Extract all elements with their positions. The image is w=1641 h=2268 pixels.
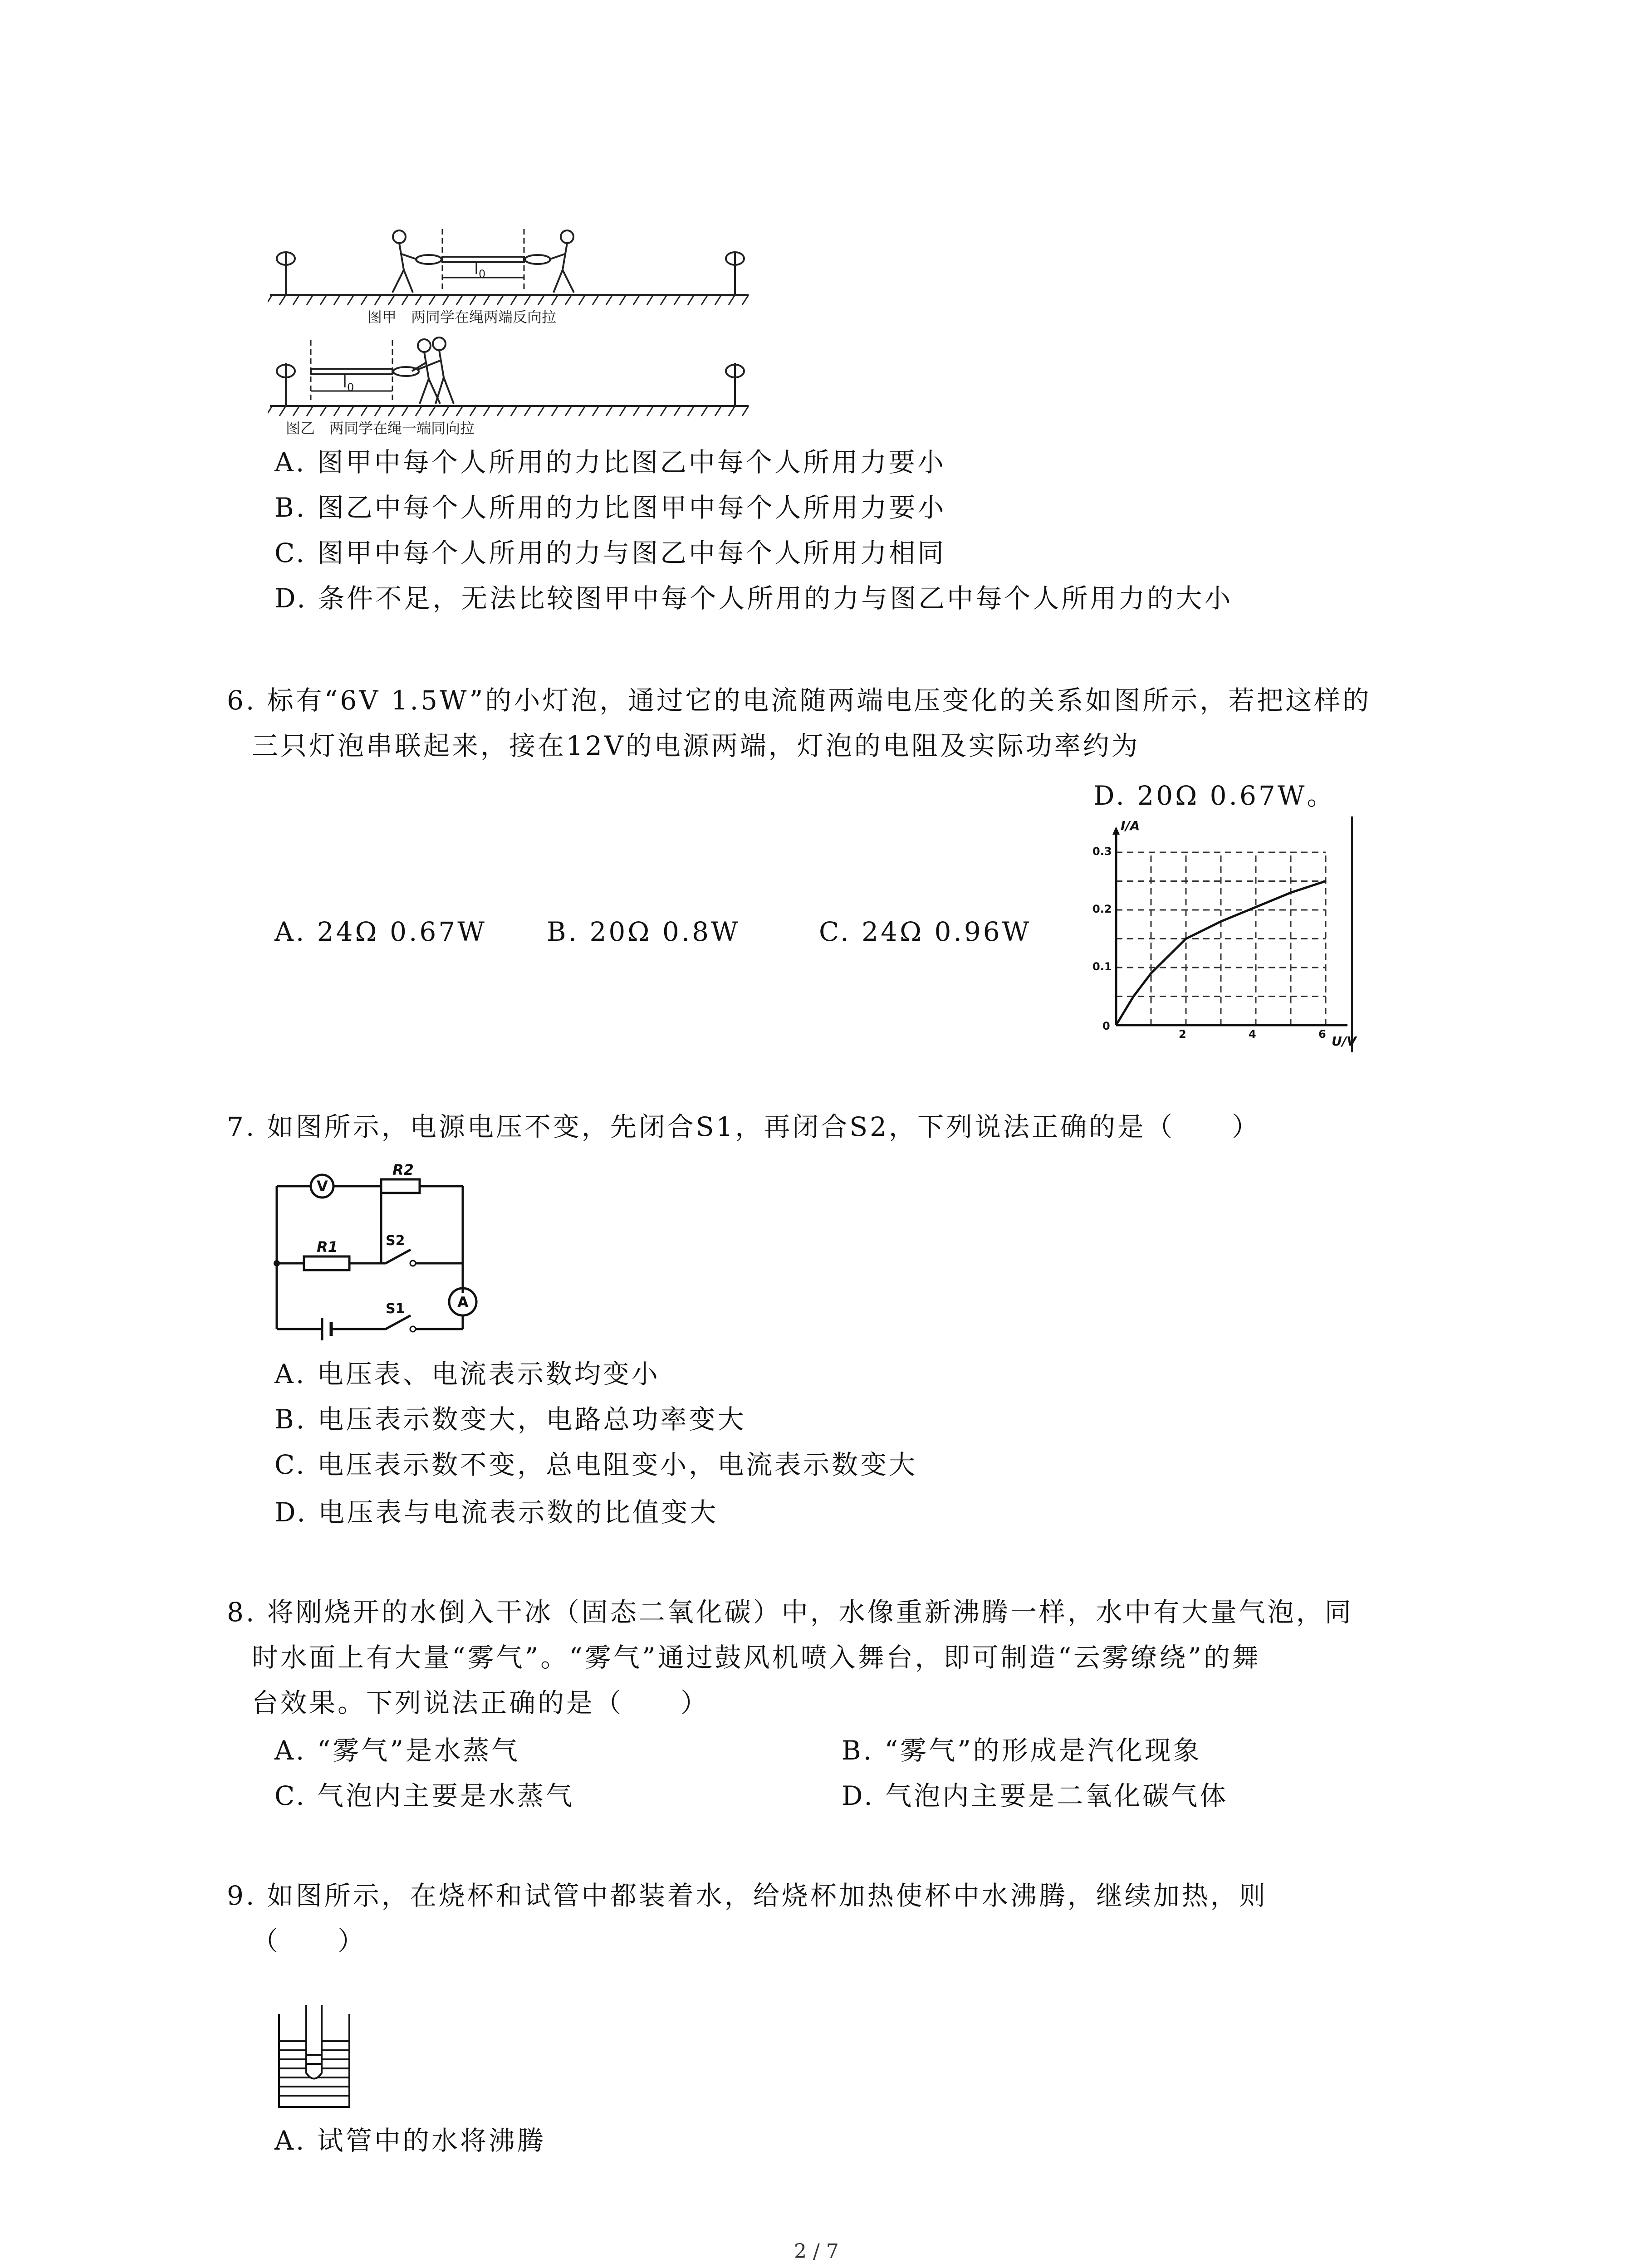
q6-option-d: D. 20Ω 0.67W。 [1093, 780, 1336, 811]
q7-option-a: A. 电压表、电流表示数均变小 [274, 1359, 660, 1389]
q9-stem-line1: 9. 如图所示，在烧杯和试管中都装着水，给烧杯加热使杯中水沸腾，继续加热，则 [227, 1880, 1268, 1911]
q7-stem-text: 7. 如图所示，电源电压不变，先闭合S1，再闭合S2，下列说法正确的是（ ） [227, 1111, 1261, 1142]
q6-option-c: C. 24Ω 0.96W [819, 916, 1032, 947]
s1-label: S1 [386, 1301, 405, 1317]
s2-label: S2 [386, 1233, 405, 1249]
q7-option-d: D. 电压表与电流表示数的比值变大 [274, 1497, 719, 1528]
x-axis-label: U/V [1332, 1034, 1357, 1049]
q5-option-d: D. 条件不足，无法比较图甲中每个人所用的力与图乙中每个人所用力的大小 [274, 583, 1233, 614]
q5-option-c: C. 图甲中每个人所用的力与图乙中每个人所用力相同 [274, 538, 946, 568]
q9-stem-line2: （ ） [252, 1926, 367, 1956]
voltmeter-label: V [317, 1178, 328, 1195]
q8-stem-line1: 8. 将刚烧开的水倒入干冰（固态二氧化碳）中，水像重新沸腾一样，水中有大量气泡，同 [227, 1597, 1353, 1628]
q6-option-a: A. 24Ω 0.67W [274, 916, 487, 947]
page-number: 2 / 7 [794, 2240, 839, 2263]
q7-option-b: B. 电压表示数变大，电路总功率变大 [274, 1404, 746, 1435]
caption-figure-b: 图乙 两同学在绳一端同向拉 [286, 420, 475, 437]
q8-stem-line3: 台效果。下列说法正确的是（ ） [252, 1687, 710, 1718]
beaker-test-tube-figure [274, 2005, 356, 2114]
q6-option-b: B. 20Ω 0.8W [547, 916, 740, 947]
x-tick-4: 4 [1249, 1028, 1256, 1041]
r1-label: R1 [317, 1238, 338, 1256]
length-label-a: $l_0$ [474, 259, 486, 280]
q7-stem [227, 1111, 1261, 1142]
q6-stem-line1: 6. 标有“6V 1.5W”的小灯泡，通过它的电流随两端电压变化的关系如图所示，若把这样的 [227, 685, 1372, 716]
q8-option-c: C. 气泡内主要是水蒸气 [274, 1780, 575, 1811]
q8-option-b: B. “雾气”的形成是汽化现象 [842, 1735, 1202, 1766]
y-axis-label: I/A [1121, 818, 1140, 833]
current-voltage-graph [1080, 816, 1370, 1052]
y-tick-0-3: 0.3 [1092, 845, 1112, 858]
ammeter-label: A [457, 1294, 469, 1311]
rope-pulling-figure [268, 227, 758, 440]
q5-option-a: A. 图甲中每个人所用的力比图乙中每个人所用力要小 [274, 447, 946, 478]
y-tick-0-1: 0.1 [1092, 960, 1112, 973]
origin-label: 0 [1102, 1020, 1110, 1032]
x-tick-2: 2 [1179, 1028, 1186, 1041]
length-label-b: $l_0$ [343, 373, 354, 394]
q6-stem-line2: 三只灯泡串联起来，接在12V的电源两端，灯泡的电阻及实际功率约为 [252, 730, 1140, 761]
q8-option-a: A. “雾气”是水蒸气 [274, 1735, 520, 1766]
q9-option-a: A. 试管中的水将沸腾 [274, 2125, 546, 2156]
r2-label: R2 [392, 1161, 414, 1178]
q5-option-b: B. 图乙中每个人所用的力比图甲中每个人所用力要小 [274, 492, 946, 523]
caption-figure-a: 图甲 两同学在绳两端反向拉 [367, 308, 557, 326]
q7-option-c: C. 电压表示数不变，总电阻变小，电流表示数变大 [274, 1449, 918, 1480]
circuit-diagram [263, 1161, 517, 1343]
y-tick-0-2: 0.2 [1092, 903, 1112, 915]
x-tick-6: 6 [1318, 1028, 1326, 1041]
q8-option-d: D. 气泡内主要是二氧化碳气体 [842, 1780, 1229, 1811]
q8-stem-line2: 时水面上有大量“雾气”。“雾气”通过鼓风机喷入舞台，即可制造“云雾缭绕”的舞 [252, 1642, 1261, 1673]
